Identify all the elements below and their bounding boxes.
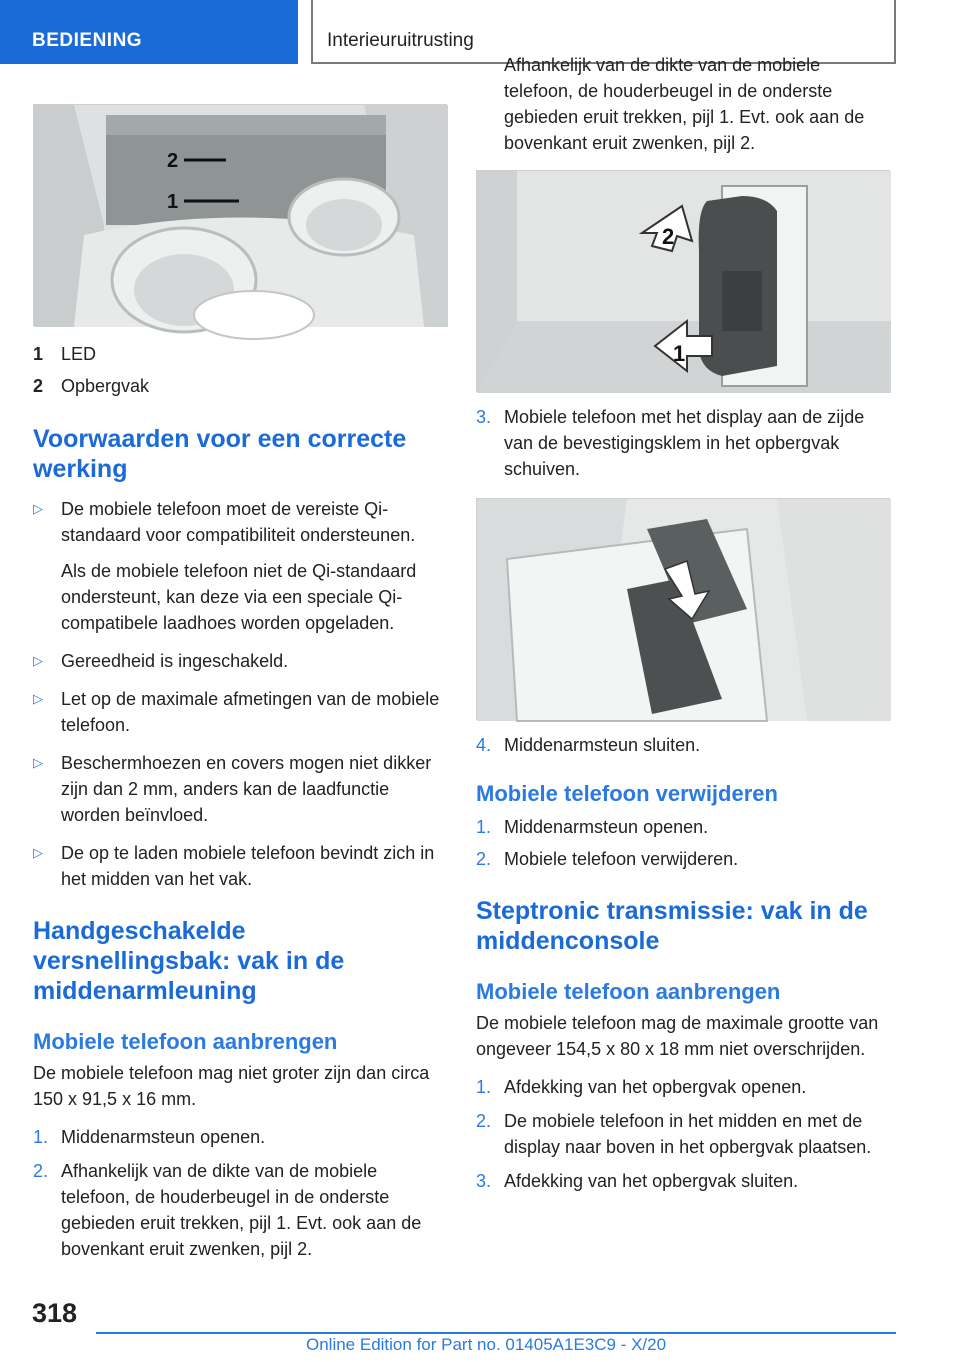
storage-compartment-illustration [34, 105, 448, 327]
step-number: 2. [476, 1111, 492, 1131]
figure-storage-compartment [33, 104, 447, 326]
intro-text: De mobiele telefoon mag niet groter zijn dan circa 150 x 91,5 x 16 mm. [33, 1063, 430, 1109]
list-item [476, 732, 890, 758]
step-continuation [476, 55, 890, 156]
step-text: Afdekking van het opbergvak sluiten. [504, 1171, 799, 1191]
figure-phone-insertion [476, 498, 890, 720]
step-text: Afhankelijk van de dikte van de mobiele telefoon, de houderbeugel in de onderste gebieden eruit trekken, pijl 1. Evt. ook aan de bovenkant eruit zwenken, pijl 2. [61, 1161, 422, 1259]
list-item-text: De mobiele telefoon moet de vereiste Qi-standaard voor compatibiliteit ondersteunen. [61, 499, 416, 545]
footer-divider [96, 1332, 896, 1334]
step-number: 1. [476, 817, 492, 837]
step-number: 3. [476, 407, 492, 427]
steptronic-steps-list [476, 1074, 890, 1194]
remove-steps-list [476, 814, 890, 872]
list-item-text: Gereedheid is ingeschakeld. [61, 651, 289, 671]
legend-text: Opbergvak [61, 376, 150, 396]
figure-legend [33, 338, 447, 402]
step-text: Middenarmsteun openen. [61, 1127, 266, 1147]
left-column [33, 104, 447, 1259]
page-number: 318 [32, 1298, 78, 1328]
step-number: 1. [33, 1127, 49, 1147]
heading-conditions: Voorwaarden voor een correcte werking [33, 425, 407, 483]
figure-holder-bracket [476, 170, 890, 392]
footer-edition: Online Edition for Part no. 01405A1E3C9 - X/20 [306, 1335, 667, 1354]
list-item-text: Let op de maximale afmetingen van de mobiele telefoon. [61, 689, 440, 735]
step-number: 2. [476, 849, 492, 869]
list-item [33, 496, 447, 636]
heading-steptronic: Steptronic transmissie: vak in de middenconsole [476, 897, 868, 955]
step-text: Afdekking van het opbergvak openen. [504, 1077, 807, 1097]
legend-number: 2 [33, 376, 44, 396]
list-item [476, 846, 890, 872]
step-number: 4. [476, 735, 492, 755]
phone-insertion-illustration [477, 499, 891, 721]
list-item [33, 840, 447, 892]
section-tab [0, 0, 298, 64]
chapter-label: Interieuruitrusting [327, 30, 474, 51]
list-item-subtext: Als de mobiele telefoon niet de Qi-standaard ondersteunt, kan deze via een speciale Qi-compatibele laadhoes worden opgeladen. [61, 561, 417, 633]
list-item [33, 648, 447, 674]
subheading-phone-remove: Mobiele telefoon verwijderen [476, 781, 778, 806]
triangle-bullet-icon: ▷ [33, 755, 43, 770]
list-item [476, 1168, 890, 1194]
conditions-list [33, 496, 447, 892]
right-column [476, 55, 890, 1194]
step-continuation-text: Afhankelijk van de dikte van de mobiele telefoon, de houderbeugel in de onderste gebieden eruit trekken, pijl 1. Evt. ook aan de bovenkant eruit zwenken, pijl 2. [504, 55, 865, 153]
subheading-steptronic-insert: Mobiele telefoon aanbrengen [476, 979, 781, 1004]
heading-manual-gearbox: Handgeschakelde versnellingsbak: vak in de middenarmleuning [33, 917, 345, 1005]
manual-steps-list-continued [476, 404, 890, 482]
list-item [476, 1074, 890, 1100]
list-item-text: Beschermhoezen en covers mogen niet dikker zijn dan 2 mm, anders kan de laadfunctie worden beïnvloed. [61, 753, 432, 825]
list-item [33, 1158, 447, 1259]
triangle-bullet-icon: ▷ [33, 845, 43, 860]
list-item [476, 404, 890, 482]
holder-bracket-illustration [477, 171, 891, 393]
step-text: Mobiele telefoon met het display aan de zijde van de bevestigingsklem in het opbergvak schuiven. [504, 407, 865, 479]
subheading-phone-insert: Mobiele telefoon aanbrengen [33, 1029, 338, 1054]
triangle-bullet-icon: ▷ [33, 501, 43, 516]
step-text: Mobiele telefoon verwijderen. [504, 849, 739, 869]
step-text: Middenarmsteun openen. [504, 817, 709, 837]
manual-steps-list [33, 1124, 447, 1259]
list-item [33, 1124, 447, 1150]
step-text: De mobiele telefoon in het midden en met de display naar boven in het opbergvak plaatsen. [504, 1111, 872, 1157]
section-label: BEDIENING [32, 30, 143, 51]
list-item [33, 686, 447, 738]
list-item [476, 1108, 890, 1160]
fig2-label-2: 2 [662, 224, 675, 249]
list-item [476, 814, 890, 840]
steptronic-intro-text: De mobiele telefoon mag de maximale grootte van ongeveer 154,5 x 80 x 18 mm niet overschrijden. [476, 1013, 879, 1059]
step-number: 3. [476, 1171, 492, 1191]
legend-row [33, 370, 447, 402]
list-item [33, 750, 447, 828]
legend-row [33, 338, 447, 370]
step-number: 2. [33, 1161, 49, 1181]
manual-steps-list-end [476, 732, 890, 758]
step-number: 1. [476, 1077, 492, 1097]
step-text: Middenarmsteun sluiten. [504, 735, 701, 755]
fig2-label-1: 1 [673, 341, 686, 366]
fig1-label-1: 1 [167, 191, 179, 213]
triangle-bullet-icon: ▷ [33, 653, 43, 668]
legend-number: 1 [33, 344, 44, 364]
legend-text: LED [61, 344, 97, 364]
list-item-text: De op te laden mobiele telefoon bevindt zich in het midden van het vak. [61, 843, 435, 889]
triangle-bullet-icon: ▷ [33, 691, 43, 706]
fig1-label-2: 2 [167, 150, 179, 172]
